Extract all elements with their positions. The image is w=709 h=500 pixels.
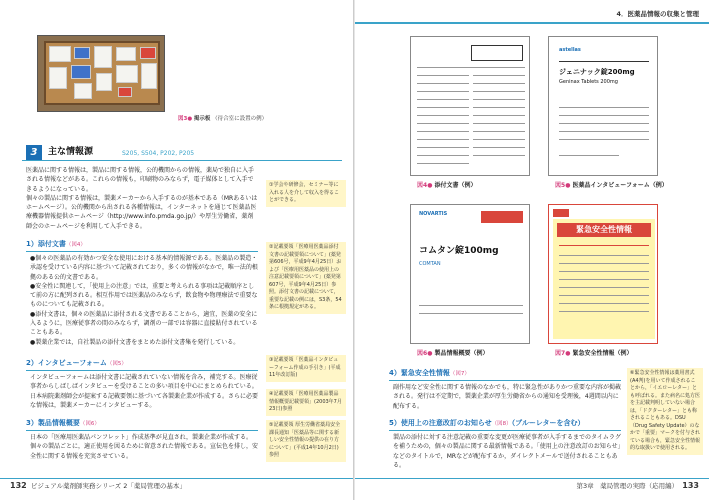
side-note-4: ④記載要領「医療用医薬品製品情報概要記載要領」(2003年7月23日)参照 xyxy=(266,389,346,416)
footer-rule xyxy=(355,478,709,479)
figure-label: 緊急安全性情報（例） xyxy=(572,350,633,357)
subsection-5-sublabel: （ブルーレターを含む） xyxy=(511,419,585,427)
figure-number: 図5 xyxy=(555,182,566,189)
photo-caption: 図3● 掲示板 （待合室に設置の例） xyxy=(178,116,268,122)
figure-label: 掲示板 xyxy=(193,116,211,122)
subsection-4-rule xyxy=(389,380,621,381)
subsection-4-figref: （図7） xyxy=(449,371,470,377)
fig7-caption: 図7● 緊急安全性情報（例） xyxy=(555,350,633,357)
fig5-caption: 図5● 医薬品インタビューフォーム（例） xyxy=(555,182,668,189)
bullet-item: ●安全性に関連して，「使用上の注意」では，重要と考えられる事項は記載順序として前の方に配列される。相互作用では医薬品のみならず，飲食物や物理療法で重要なものについても記載される。 xyxy=(30,282,258,309)
subsection-3-heading xyxy=(26,418,100,429)
figure-label: 医薬品インタビューフォーム（例） xyxy=(572,182,668,189)
section-intro xyxy=(26,166,258,231)
subsection-2-text: インタビューフォームは添付文書に記載されていない情報を含み，補完する。医療従事者からしばしばインタビューを受けることの多い項目を中心にまとめられている。日本病院薬剤師会が提案する記載要領に基づいて各製薬企業が作成する。さらに必要な情報は，製薬メーカーにインタビューする。 xyxy=(30,374,259,409)
footer-rule xyxy=(0,478,354,479)
figure-number: 図4 xyxy=(417,182,428,189)
subsection-3-title: 3）製品情報概要 xyxy=(26,419,80,427)
brand-logo: astellas xyxy=(559,47,581,53)
subsection-2-heading xyxy=(26,358,127,369)
chapter-title: 第3章 薬局管理の実際（応用編） xyxy=(576,482,679,491)
subsection-3-figref: （図6） xyxy=(79,421,100,427)
page-number-right: 133 xyxy=(682,481,699,491)
product-name: ジェニナック錠200mg xyxy=(559,68,635,76)
section-title: 主な情報源 xyxy=(48,147,94,157)
running-head: 4．医薬品情報の収集と管理 xyxy=(616,10,699,18)
side-note-6: ⑥緊急安全性情報は薬用書式(A4判)を用いて作成されることから，「イエローレター」とも呼ばれる。また病名に処方医を主記載判明していない場合は，「ドクターレター」とも称されることもある。DSU（Drug Safety Update）のなかで「重要」マークを付与されている場合も，緊急安全性情報的な取扱いで使用される。 xyxy=(627,368,703,455)
section-codes: S205, S504, P202, P205 xyxy=(122,150,195,157)
section-number: 3 xyxy=(26,145,42,160)
right-footer xyxy=(577,480,699,492)
product-subname: Geninax Tablets 200mg xyxy=(559,79,618,85)
side-note-3: ③記載要領「医薬品インタビューフォーム作成の手引き」(平成11年改訂版) xyxy=(266,355,346,382)
subsection-4-title: 4）緊急安全性情報 xyxy=(389,369,450,377)
subsection-2-rule xyxy=(26,370,258,371)
figure-number: 図6 xyxy=(417,350,428,357)
emergency-safety-figure xyxy=(548,204,658,344)
subsection-5-rule xyxy=(389,430,621,431)
subsection-2-figref: （図5） xyxy=(106,361,127,367)
emergency-title: 緊急安全性情報 xyxy=(557,223,651,237)
subsection-4-text: 副作用など安全性に関する情報のなかでも，特に緊急性がありかつ重要な内容が掲載される。発行は不定期で，製薬企業が厚生労働省からの通知を受理後，4週間以内に配布する。 xyxy=(393,384,622,410)
subsection-5-text: 製品の添付に対する注意記載の重要な変更が医療従事者が入手するまでのタイムラグを補うための，個々の製品に関する最新情報である。「使用上の注意改訂のお知らせ」などのタイトルで，MRなどが配布するか，ダイレクトメールで送付されることもある。 xyxy=(393,434,621,469)
figure-label: 添付文書（例） xyxy=(434,182,477,189)
header-rule xyxy=(355,22,709,24)
bulletin-board xyxy=(44,41,160,105)
subsection-2-title: 2）インタビューフォーム xyxy=(26,359,107,367)
product-subname: COMTAN xyxy=(419,261,441,267)
subsection-3-text: 日本の「医療用医薬品パンフレット」作成基準が見直され，製薬企業が作成する。個々の製品ごとに，適正使用を図るために留意された情報である。宣伝色を排し，安全性に関する情報を充実させている。 xyxy=(30,434,259,460)
subsection-1-heading xyxy=(26,239,86,250)
subsection-5-title: 5）使用上の注意改訂のお知らせ xyxy=(389,419,492,427)
bullet-item: ●個々の医薬品の有効かつ安全な使用における基本的情報源である。医薬品の製造・承認を受けている内容に基づいて記載されており，多くの情報がなかで，唯一法的根拠のある公的文書である。 xyxy=(30,255,258,281)
subsection-4-heading xyxy=(389,368,470,379)
package-insert-figure xyxy=(410,36,530,176)
left-footer xyxy=(10,480,186,492)
side-note-5: ⑤記載要領 厚生労働省薬局安全課長通知「医薬品等に関する新しい安全性情報の提供の在り方について」(平成14年10月2日) 参照 xyxy=(266,420,346,462)
subsection-3-rule xyxy=(26,430,258,431)
subsection-1-rule xyxy=(26,251,258,252)
bulletin-board-photo xyxy=(37,35,165,112)
fig6-caption: 図6● 製品情報概要（例） xyxy=(417,350,489,357)
fig4-caption: 図4● 添付文書（例） xyxy=(417,182,477,189)
product-name: コムタン錠100mg xyxy=(419,246,499,256)
section-heading xyxy=(22,145,342,161)
subsection-5-figref: （図8） xyxy=(491,421,512,427)
series-title: ビジュアル薬剤師実務シリーズ 2「薬局管理の基本」 xyxy=(30,482,186,491)
bullet-item: ●製薬企業では，自社製品の添付文書をまとめた添付文書集を発行している。 xyxy=(30,338,240,346)
brand-logo: NOVARTIS xyxy=(419,211,448,217)
subsection-1-figref: （図4） xyxy=(65,242,86,248)
page-number-left: 132 xyxy=(10,481,27,491)
interview-form-figure xyxy=(548,36,658,176)
subsection-1-title: 1）添付文書 xyxy=(26,240,66,248)
bullet-item: ●添付文書は，個々の医薬品に添付される文書であることから，適宜，医薬の安全に入るように，医療従事者の間のみならず，調剤の一部では容器に直接貼付されていることもある。 xyxy=(30,310,258,337)
figure-label: 製品情報概要（例） xyxy=(434,350,489,357)
intro-paragraph-2: 個々の製品に関する情報は，製薬メーカーから入手するのが基本である（MRあるいはホームページ）。公的機関から出される各種情報は，インターネットを通じて医薬品医療機器情報提供ホームページ（http://www.info.pmda.go.jp/）や厚生労働省，薬剤師会のホームページを利用して入手できる。 xyxy=(26,194,258,230)
product-info-figure xyxy=(410,204,530,344)
side-note-2: ②記載要領「医療用医薬品添付文書の記載要領について」(薬発第606号，平成9年4月25日）および「医療用医薬品の使用上の注意記載要領について」(薬発第607号，平成9年4月25日）参照。添付文書の記載について，重要な記載の例には，S3条，54条に根拠規定がある。 xyxy=(266,242,346,314)
subsection-5-heading xyxy=(389,418,584,429)
right-page xyxy=(355,0,709,500)
subsection-1-bullets xyxy=(30,254,258,347)
figure-note: （待合室に設置の例） xyxy=(212,116,268,122)
intro-paragraph: 医薬品に関する情報は，製品に関する情報，公的機関からの情報，薬局で独自に入手される情報などがある。これらの情報も，印刷物のみならず，電子媒体として入手できるようになっている。 xyxy=(26,167,255,193)
side-note-1: ①学会や研修会，セミナー等に入れる人を介して収入を得ることができる。 xyxy=(266,180,346,207)
left-page xyxy=(0,0,354,500)
figure-number: 図7 xyxy=(555,350,566,357)
figure-number: 図3 xyxy=(178,116,188,122)
